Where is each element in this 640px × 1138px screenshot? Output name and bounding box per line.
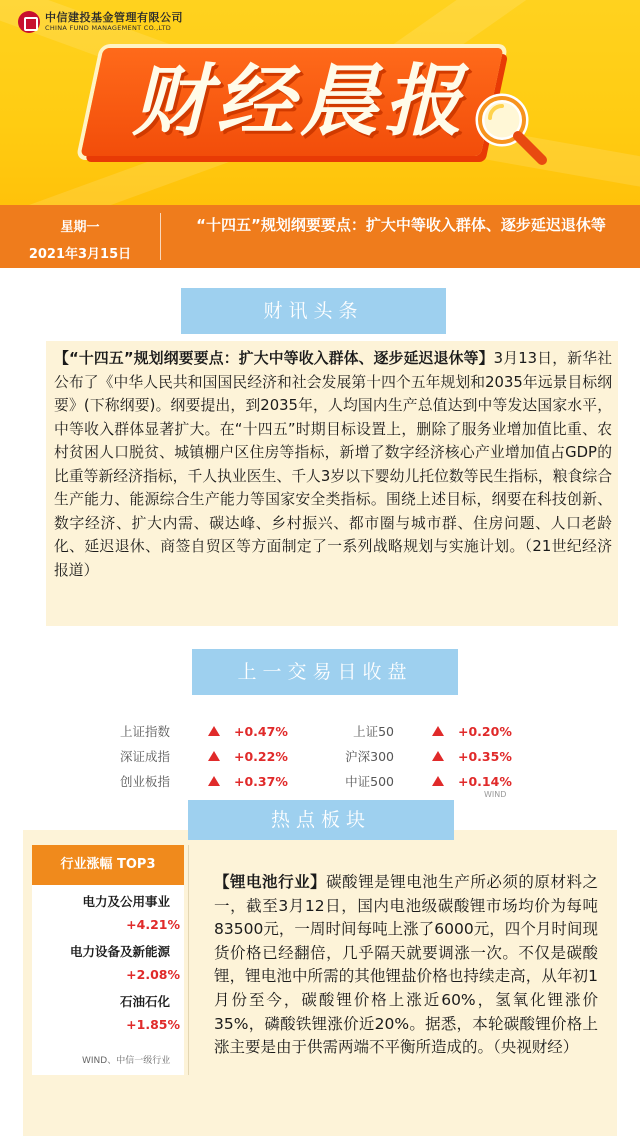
brand-name-en: CHINA FUND MANAGEMENT CO.,LTD bbox=[45, 24, 172, 33]
index-name: 中证500 bbox=[345, 774, 394, 789]
index-change: +0.20% bbox=[458, 723, 512, 739]
index-change: +0.14% bbox=[458, 773, 512, 789]
index-row bbox=[112, 721, 288, 741]
citic-logo-icon bbox=[18, 11, 40, 33]
header-banner bbox=[0, 0, 640, 205]
index-name: 上证指数 bbox=[119, 724, 170, 739]
index-row bbox=[336, 746, 512, 766]
section-title-news: 财讯头条 bbox=[181, 288, 446, 334]
index-change: +0.47% bbox=[234, 723, 288, 739]
up-arrow-icon bbox=[208, 776, 220, 786]
magnifier-icon bbox=[470, 88, 550, 168]
battery-title: 【锂电池行业】 bbox=[214, 873, 327, 891]
index-row bbox=[112, 771, 288, 791]
top3-source: WIND、中信一级行业 bbox=[82, 1056, 171, 1066]
news-body: 3月13日，新华社公布了《中华人民共和国国民经济和社会发展第十四个五年规划和2035年远景目标纲要》(下称纲要)。纲要提出，到2035年，人均国内生产总值达到中等发达国家水平，中等收入群体显著扩大。在“十四五”时期目标设置上，删除了服务业增加值比重、农村贫困人口脱贫、城镇棚户区住房等指标，新增了数字经济核心产业增加值占GDP的比重等新经济指标，千人执业医生、千人3岁以下婴幼儿托位数等民生指标，粮食综合生产能力、能源综合生产能力等国家安全类指标。围绕上述目标，纲要在科技创新、数字经济、扩大内需、碳达峰、乡村振兴、都市圈与城市群、住房问题、人口老龄化、延迟退休、商签自贸区等方面制定了一系列战略规划与实施计划。（21世纪经济报道） bbox=[54, 350, 612, 579]
battery-article bbox=[214, 871, 598, 1060]
sector-change: +2.08% bbox=[126, 967, 180, 982]
brand-logo bbox=[18, 11, 183, 33]
up-arrow-icon bbox=[432, 776, 444, 786]
sector-name: 电力设备及新能源 bbox=[69, 944, 170, 959]
weekday-label: 星期一 bbox=[60, 220, 100, 235]
brand-name-cn: 中信建投基金管理有限公司 bbox=[45, 11, 183, 25]
up-arrow-icon bbox=[208, 726, 220, 736]
headline-text: “十四五”规划纲要要点：扩大中等收入群体、逐步延迟退休等 bbox=[196, 216, 606, 234]
divider bbox=[160, 213, 161, 260]
index-name: 上证50 bbox=[353, 724, 394, 739]
date-label: 2021年3月15日 bbox=[28, 247, 132, 262]
divider bbox=[188, 845, 189, 1075]
index-change: +0.35% bbox=[458, 748, 512, 764]
sector-change: +4.21% bbox=[126, 917, 180, 932]
market-source: WIND bbox=[484, 790, 507, 799]
top3-list bbox=[32, 885, 184, 1075]
battery-body: 碳酸锂是锂电池生产所必须的原材料之一，截至3月12日，国内电池级碳酸锂市场均价为每吨83500元，一周时间每吨上涨了6000元，四个月时间现货价格已经翻倍，几乎隔天就要调涨一次。不仅是碳酸锂，锂电池中所需的其他锂盐价格也持续走高，从年初1月份至今，碳酸锂价格上涨近60%，氢氧化锂涨价35%，磷酸铁锂涨价近20%。据悉，本轮碳酸锂价格上涨主要是由于供需两端不平衡所造成的。（央视财经） bbox=[214, 873, 598, 1057]
sector-change: +1.85% bbox=[126, 1017, 180, 1032]
section-title-market: 上一交易日收盘 bbox=[192, 649, 458, 695]
up-arrow-icon bbox=[432, 751, 444, 761]
index-row bbox=[336, 721, 512, 741]
up-arrow-icon bbox=[432, 726, 444, 736]
index-name: 创业板指 bbox=[119, 774, 170, 789]
sector-name: 电力及公用事业 bbox=[82, 894, 170, 909]
index-change: +0.37% bbox=[234, 773, 288, 789]
section-title-hot: 热点板块 bbox=[188, 800, 454, 840]
date-headline-bar bbox=[0, 205, 640, 268]
news-title: 【“十四五”规划纲要要点：扩大中等收入群体、逐步延迟退休等】 bbox=[54, 350, 494, 367]
index-change: +0.22% bbox=[234, 748, 288, 764]
index-row bbox=[112, 746, 288, 766]
index-name: 深证成指 bbox=[119, 749, 170, 764]
index-row bbox=[336, 771, 512, 791]
top3-header: 行业涨幅 TOP3 bbox=[32, 845, 184, 885]
index-name: 沪深300 bbox=[345, 749, 394, 764]
sector-name: 石油石化 bbox=[119, 994, 170, 1009]
news-article bbox=[46, 341, 618, 626]
up-arrow-icon bbox=[208, 751, 220, 761]
page-title: 财经晨报 bbox=[131, 57, 468, 147]
